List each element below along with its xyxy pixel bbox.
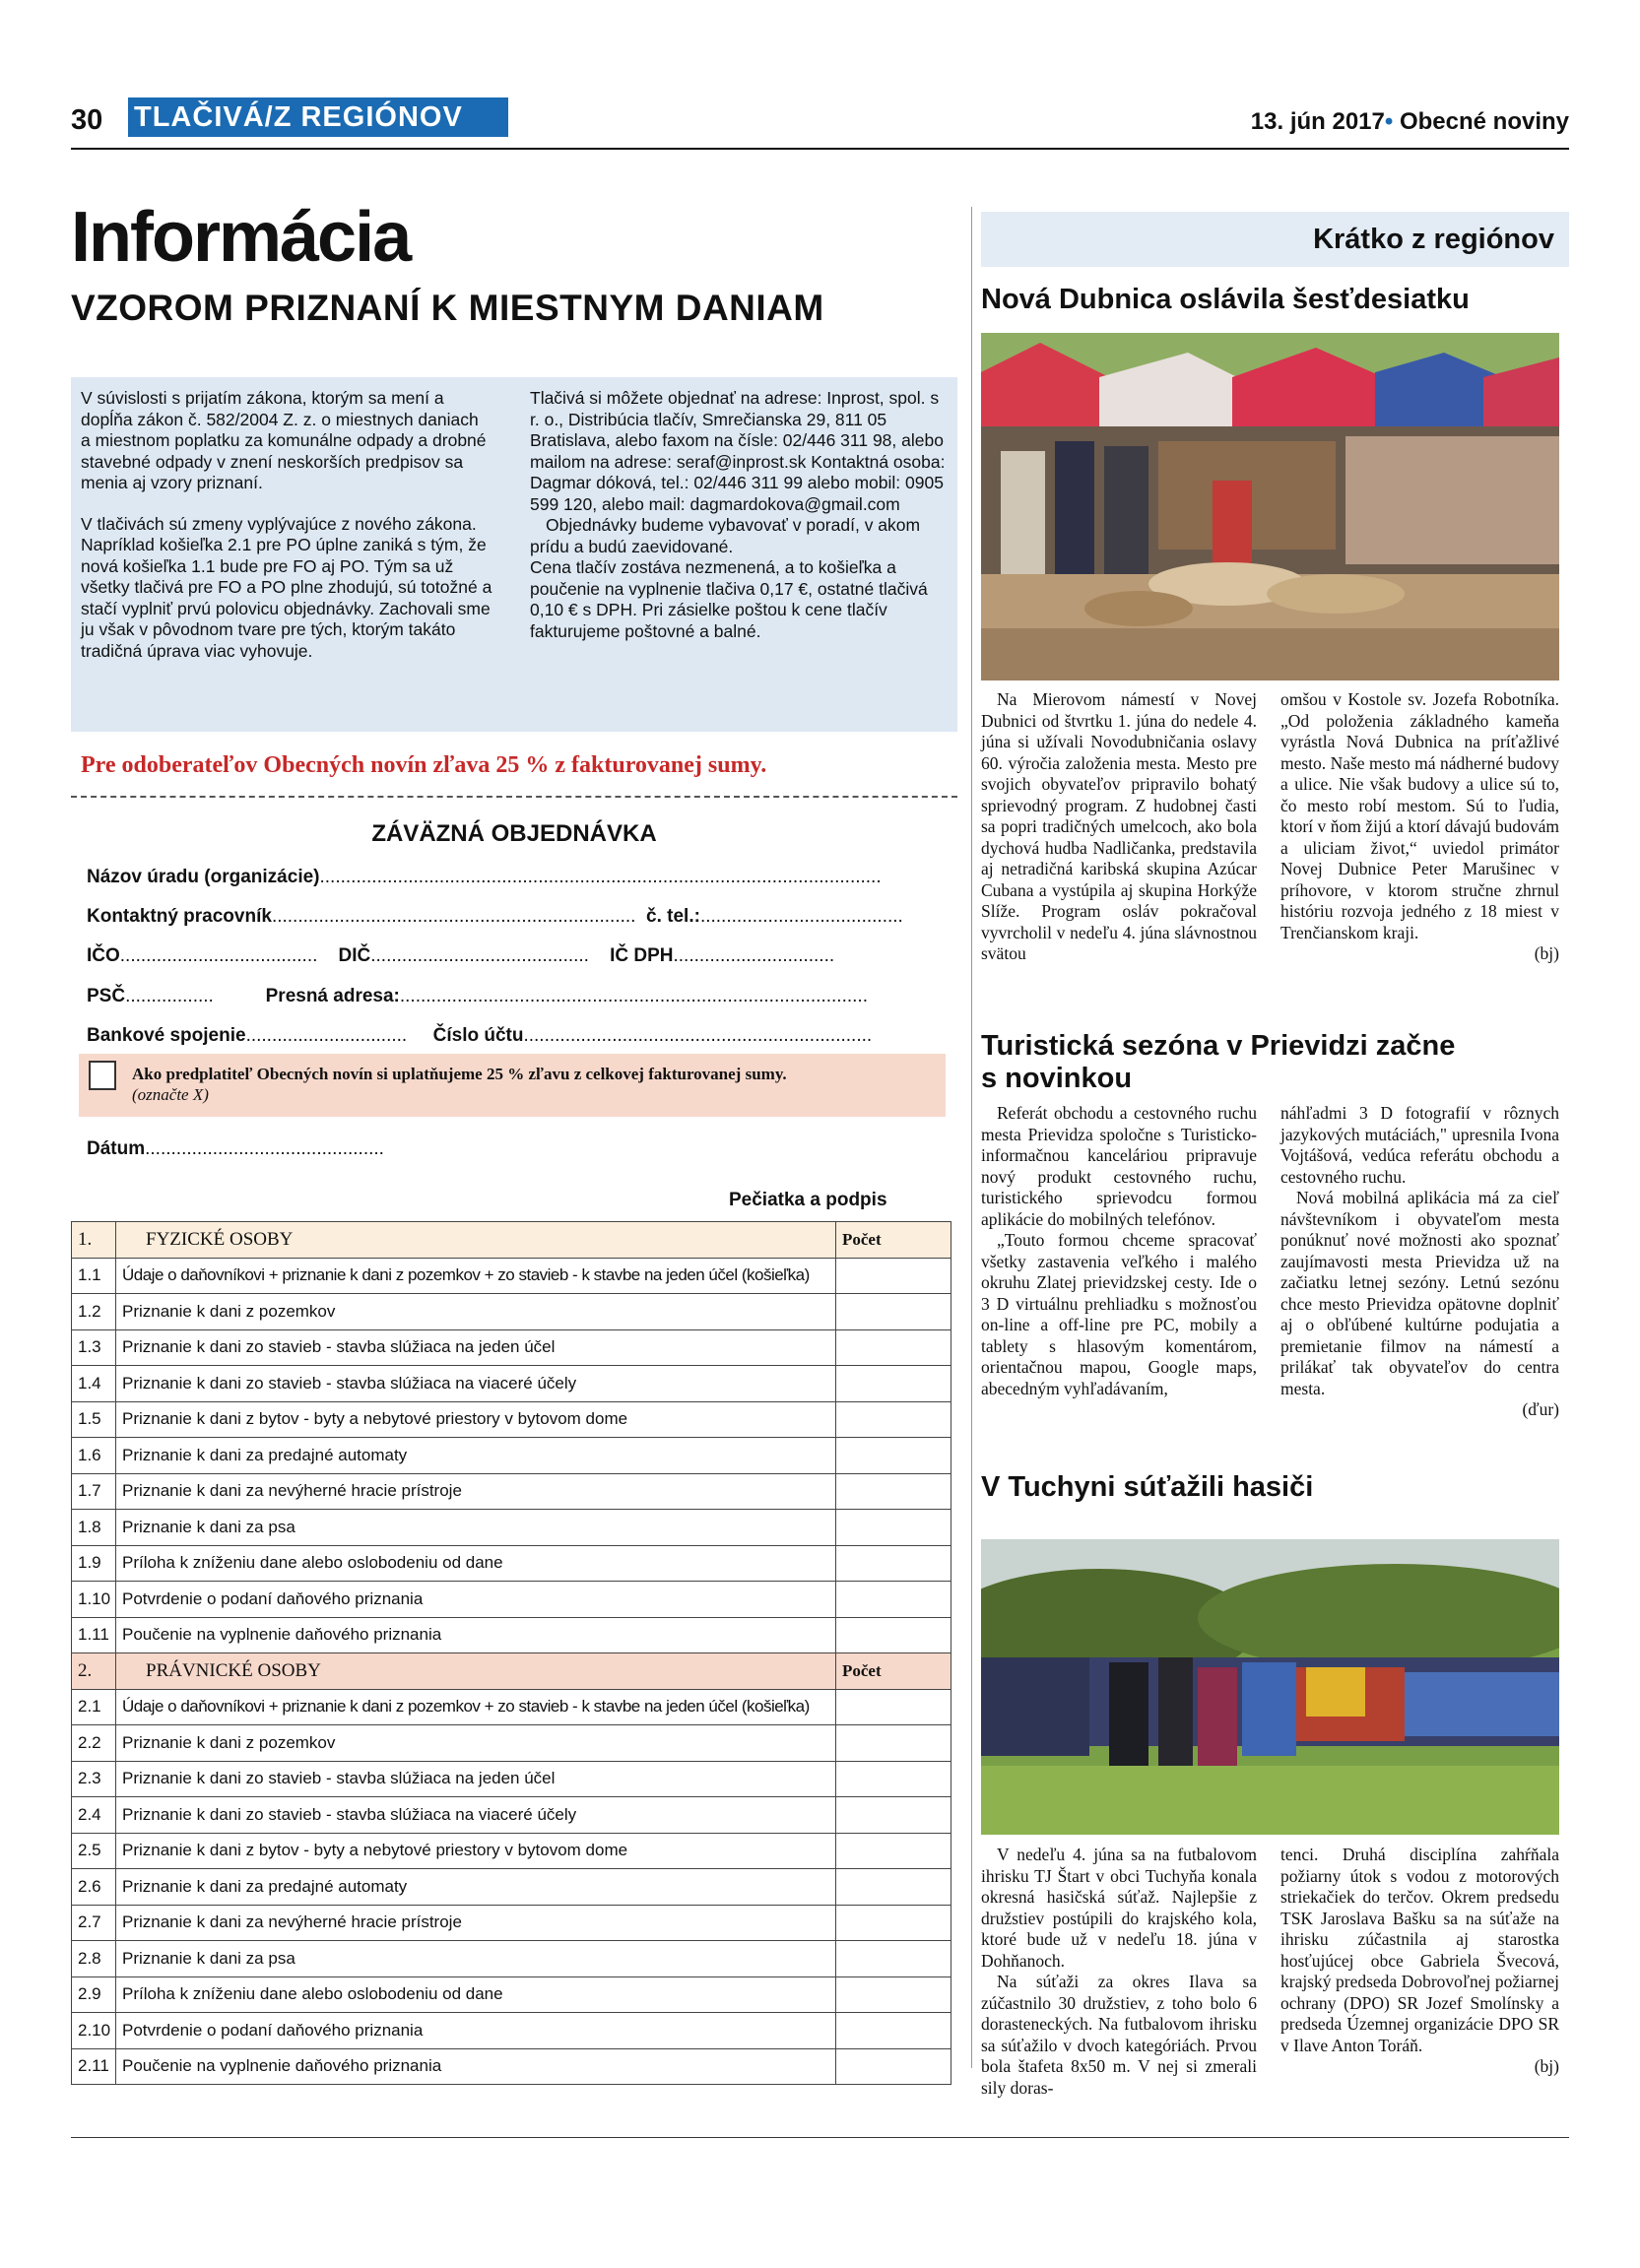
form-number: 1.4 (72, 1366, 116, 1402)
table-row (72, 1941, 951, 1977)
count-cell[interactable] (836, 1473, 951, 1510)
section-title: FYZICKÉ OSOBY (116, 1222, 836, 1259)
article2-text-left1: Referát obchodu a cestovného ruchu mesta Prievidza spoločne s Turisticko-informačnou kanceláriou pripravuje nový produkt cestovného ruchu, turistického sprievodcu formou aplikácie do mobilných telefónov. (981, 1103, 1257, 1229)
count-cell[interactable] (836, 1797, 951, 1834)
count-cell[interactable] (836, 1329, 951, 1366)
article2-text-left2: „Touto formou chceme spracovať všetky zastavenia veľkého i malého okruhu Zlatej prievidzskej cesty. Ide o 3 D virtuálnu prehliadku s možnosťou on-line a off-line pre PC, mobily a tablety s hlasovým komentárom, orientačnou mapou, Google maps, abecedným vyhľadávaním, (981, 1230, 1257, 1398)
article2-signature: (ďur) (1522, 1399, 1559, 1419)
account-label: Číslo účtu (432, 1025, 524, 1046)
form-name: Priznanie k dani zo stavieb - stavba slúžiaca na viaceré účely (116, 1366, 836, 1402)
table-row (72, 1689, 951, 1725)
id-fields[interactable]: IČO...................................... DIČ.......................................... IČ DPH............................... (87, 945, 835, 966)
page-number: 30 (71, 104, 103, 136)
table-row (72, 1725, 951, 1762)
article3-signature: (bj) (1534, 2056, 1559, 2076)
price-info: Cena tlačív zostáva nezmenená, a to košieľka a poučenie na vyplnenie tlačiva 0,17 €, ostatné tlačivá 0,10 € s DPH. Pri zásielke poštou k cene tlačív fakturujeme poštovné a balné. (530, 557, 928, 641)
office-field[interactable]: Názov úradu (organizácie)............................................................................................................ (87, 867, 882, 887)
count-cell[interactable] (836, 1689, 951, 1725)
form-number: 1.8 (72, 1510, 116, 1546)
table-row (72, 2048, 951, 2085)
form-name: Priznanie k dani zo stavieb - stavba slúžiaca na jeden účel (116, 1761, 836, 1797)
form-name: Priznanie k dani z pozemkov (116, 1294, 836, 1330)
count-cell[interactable] (836, 2048, 951, 2085)
bullet: • (1384, 108, 1394, 135)
form-number: 2.5 (72, 1833, 116, 1869)
office-label: Názov úradu (organizácie) (87, 867, 320, 887)
form-number: 1.1 (72, 1258, 116, 1294)
subscriber-checkbox-text (132, 1064, 787, 1105)
article2-col1 (981, 1103, 1257, 1399)
issue-date: 13. jún 2017 (1250, 108, 1385, 135)
section-number: 2. (72, 1653, 116, 1690)
form-name: Priznanie k dani za nevýherné hracie prístroje (116, 1473, 836, 1510)
form-number: 2.6 (72, 1869, 116, 1906)
order-address: Tlačivá si môžete objednať na adrese: Inprost, spol. s r. o., Distribúcia tlačív, Smrečianska 29, 811 05 Bratislava, alebo faxom na čísle: 02/446 311 98, alebo mailom na adrese: seraf@inprost.sk Kontaktná osoba: Dagmar dóková, tel.: 02/446 311 99 alebo mobil: 0905 599 120, alebo mail: dagmardokova@gmail.com (530, 388, 946, 514)
psc-label: PSČ (87, 986, 126, 1006)
count-cell[interactable] (836, 1905, 951, 1941)
count-cell[interactable] (836, 1258, 951, 1294)
article3-text-left2: Na súťaži za okres Ilava sa zúčastnilo 30 družstiev, z toho bolo 6 dorasteneckých. Na futbalovom ihrisku sa súťažilo v dvoch kategóriách. Prvou bola štafeta 8x50 m. V nej si zmerali sily doras- (981, 1972, 1257, 2098)
table-row (72, 1617, 951, 1653)
contact-label: Kontaktný pracovník (87, 906, 272, 927)
form-number: 1.2 (72, 1294, 116, 1330)
article3-col2 (1280, 1845, 1559, 2078)
column-separator (971, 207, 972, 2068)
table-row (72, 1761, 951, 1797)
table-row (72, 1294, 951, 1330)
form-number: 1.6 (72, 1438, 116, 1474)
article2-text-right1: náhľadmi 3 D fotografií v rôznych jazykových mutáciách," upresnila Ivona Vojtášová, vedúca referátu obchodu a cestovného ruchu. (1280, 1103, 1559, 1187)
right-column-heading: Krátko z regiónov (981, 212, 1569, 267)
section-row (72, 1653, 951, 1690)
article1-signature: (bj) (1534, 943, 1559, 963)
form-number: 2.1 (72, 1689, 116, 1725)
table-row (72, 1366, 951, 1402)
ico-label: IČO (87, 945, 120, 966)
form-name: Príloha k zníženiu dane alebo oslobodeniu od dane (116, 1976, 836, 2013)
count-cell[interactable] (836, 1725, 951, 1762)
form-name: Priznanie k dani z bytov - byty a nebytové priestory v bytovom dome (116, 1401, 836, 1438)
article3-title: V Tuchyni súťažili hasiči (981, 1471, 1314, 1503)
article1-title: Nová Dubnica oslávila šesťdesiatku (981, 284, 1470, 315)
table-row (72, 1869, 951, 1906)
order-title: ZÁVÄZNÁ OBJEDNÁVKA (371, 820, 657, 847)
table-row (72, 1905, 951, 1941)
order-processing: Objednávky budeme vybavovať v poradí, v akom prídu a budú zaevidované. (530, 515, 921, 556)
count-cell[interactable] (836, 1294, 951, 1330)
issue-info (1251, 108, 1569, 136)
count-cell[interactable] (836, 1401, 951, 1438)
info-column-2 (530, 388, 948, 642)
count-cell[interactable] (836, 1510, 951, 1546)
form-number: 1.3 (72, 1329, 116, 1366)
article2-col2 (1280, 1103, 1559, 1421)
form-number: 1.9 (72, 1545, 116, 1582)
form-number: 2.10 (72, 2013, 116, 2049)
form-name: Poučenie na vyplnenie daňového priznania (116, 2048, 836, 2085)
article3-col1 (981, 1845, 1257, 2099)
info-column-1 (81, 388, 492, 681)
date-field[interactable]: Dátum.............................................. (87, 1138, 384, 1159)
form-name: Údaje o daňovníkovi + priznanie k dani z pozemkov + zo stavieb - k stavbe na jeden účel (košieľka) (116, 1258, 836, 1294)
firefighters-photo (981, 1539, 1559, 1835)
form-name: Príloha k zníženiu dane alebo oslobodeniu od dane (116, 1545, 836, 1582)
count-cell[interactable] (836, 1833, 951, 1869)
newspaper-name: Obecné noviny (1399, 108, 1569, 135)
form-name: Potvrdenie o podaní daňového priznania (116, 2013, 836, 2049)
table-row (72, 1329, 951, 1366)
contact-field[interactable]: Kontaktný pracovník...................................................................... č. tel.:....................................... (87, 906, 903, 927)
tax-forms-table (71, 1221, 951, 2085)
bank-label: Bankové spojenie (87, 1025, 246, 1046)
form-name: Priznanie k dani zo stavieb - stavba slúžiaca na viaceré účely (116, 1797, 836, 1834)
count-cell[interactable] (836, 2013, 951, 2049)
table-row (72, 1510, 951, 1546)
count-header: Počet (836, 1653, 951, 1690)
count-cell[interactable] (836, 1366, 951, 1402)
count-cell[interactable] (836, 1582, 951, 1618)
article-kicker: Informácia (71, 198, 411, 277)
form-number: 2.3 (72, 1761, 116, 1797)
form-name: Priznanie k dani z bytov - byty a nebytové priestory v bytovom dome (116, 1833, 836, 1869)
stamp-signature-label: Pečiatka a podpis (729, 1190, 887, 1210)
subscriber-checkbox[interactable] (89, 1061, 116, 1090)
header-rule (71, 148, 1569, 150)
form-number: 2.9 (72, 1976, 116, 2013)
form-name: Priznanie k dani z pozemkov (116, 1725, 836, 1762)
form-number: 1.5 (72, 1401, 116, 1438)
table-row (72, 2013, 951, 2049)
form-number: 2.4 (72, 1797, 116, 1834)
form-number: 1.11 (72, 1617, 116, 1653)
market-photo (981, 333, 1559, 680)
footer-rule (71, 2137, 1569, 2138)
section-number: 1. (72, 1222, 116, 1259)
table-row (72, 1833, 951, 1869)
form-name: Údaje o daňovníkovi + priznanie k dani z pozemkov + zo stavieb - k stavbe na jeden účel (košieľka) (116, 1689, 836, 1725)
article2-title-line1: Turistická sezóna v Prievidzi začne (981, 1030, 1456, 1062)
checkbox-label: Ako predplatiteľ Obecných novín si uplatňujeme 25 % zľavu z celkovej fakturovanej sumy. (132, 1065, 787, 1083)
form-number: 1.7 (72, 1473, 116, 1510)
info-paragraph: V súvislosti s prijatím zákona, ktorým sa mení a dopĺňa zákon č. 582/2004 Z. z. o miestnych daniach a miestnom poplatku za komunálne odpady a drobné stavebné odpady v znení neskorších predpisov sa menia aj vzory priznaní. (81, 388, 487, 492)
count-cell[interactable] (836, 1869, 951, 1906)
form-name: Priznanie k dani za nevýherné hracie prístroje (116, 1905, 836, 1941)
article2-title (981, 1030, 1455, 1095)
table-row (72, 1473, 951, 1510)
form-number: 2.2 (72, 1725, 116, 1762)
table-row (72, 1438, 951, 1474)
form-number: 2.8 (72, 1941, 116, 1977)
count-cell[interactable] (836, 1761, 951, 1797)
checkbox-hint: (označte X) (132, 1085, 209, 1104)
article2-text-right2: Nová mobilná aplikácia má za cieľ návštevníkom i obyvateľom mesta ponúknuť nové možnosti ako spoznať zaujímavosti mesta Prievidza už na začiatku letnej sezóny. Letnú sezónu chce mesto Prievidza opätovne doplniť aj o obľúbené kultúrne podujatia a premietanie filmov na námestí a prilákať tak obyvateľov do centra mesta. (1280, 1188, 1559, 1398)
info-paragraph: V tlačivách sú zmeny vyplývajúce z nového zákona. Napríklad košieľka 2.1 pre PO úplne zaniká s tým, že nová košieľka 1.1 bude pre FO aj PO. Tým sa už všetky tlačivá pre FO a PO plne zhodujú, sú totožné a stačí vyplniť prvú polovicu objednávky. Zachovali sme ju však v pôvodnom tvare pre tých, ktorým takáto tradičná úprava viac vyhovuje. (81, 513, 492, 661)
count-cell[interactable] (836, 1941, 951, 1977)
form-name: Priznanie k dani za psa (116, 1941, 836, 1977)
phone-label: č. tel.: (646, 906, 700, 927)
bank-fields[interactable]: Bankové spojenie............................... Číslo účtu................................................................... (87, 1025, 873, 1046)
table-row (72, 1258, 951, 1294)
discount-note: Pre odoberateľov Obecných novín zľava 25 % z fakturovanej sumy. (81, 752, 767, 778)
section-label: TLAČIVÁ/Z REGIÓNOV (128, 97, 508, 137)
count-cell[interactable] (836, 1976, 951, 2013)
table-row (72, 1582, 951, 1618)
icdph-label: IČ DPH (610, 945, 674, 966)
table-row (72, 1797, 951, 1834)
count-cell[interactable] (836, 1545, 951, 1582)
form-name: Priznanie k dani za predajné automaty (116, 1869, 836, 1906)
table-row (72, 1976, 951, 2013)
form-number: 2.11 (72, 2048, 116, 2085)
table-row (72, 1401, 951, 1438)
article3-text-left1: V nedeľu 4. júna sa na futbalovom ihrisku TJ Štart v obci Tuchyňa konala okresná hasičská súťaž. Najlepšie z družstiev postúpili do krajského kola, ktoré bude už v nedeľu 18. júna v Dohňanoch. (981, 1845, 1257, 1971)
form-name: Poučenie na vyplnenie daňového priznania (116, 1617, 836, 1653)
form-number: 1.10 (72, 1582, 116, 1618)
address-fields[interactable]: PSČ................. Presná adresa:.......................................................................................... (87, 986, 868, 1006)
article1-col2 (1280, 689, 1559, 965)
article1-text-right: omšou v Kostole sv. Jozefa Robotníka. „Od položenia základného kameňa vyrástla Nová Dubnica na príťažlivé mesto. Naše mesto má nádherné budovy a ulice. Nie však budovy a ulice sú to, čo mesto robí mestom. Sú to ľudia, ktorí v ňom žijú a ktorí dávajú budovám a uliciam život,“ uviedol primátor Novej Dubnice Peter Marušinec v príhovore, v ktorom stručne zhrnul históriu rozvoja jedného z 18 miest v Trenčianskom kraji. (1280, 689, 1559, 942)
dico-label: DIČ (338, 945, 371, 966)
section-title: PRÁVNICKÉ OSOBY (116, 1653, 836, 1690)
date-label: Dátum (87, 1138, 146, 1159)
form-name: Priznanie k dani zo stavieb - stavba slúžiaca na jeden účel (116, 1329, 836, 1366)
form-number: 2.7 (72, 1905, 116, 1941)
form-name: Priznanie k dani za predajné automaty (116, 1438, 836, 1474)
count-cell[interactable] (836, 1438, 951, 1474)
cut-line (71, 796, 957, 798)
article1-text-left: Na Mierovom námestí v Novej Dubnici od štvrtku 1. júna do nedele 4. júna si užívali Novodubničania oslavy 60. výročia založenia mesta. Mesto pre svojich obyvateľov pripravilo bohatý sprievodný program. Z hudobnej časti sa popri tradičných umelcoch, ako bola dychová hudba Nadličanka, predstavila aj netradičná karibská skupina Azúcar Cubana a vystúpila aj skupina Horkýže Slíže. Program osláv pokračoval vyvrcholil v nedeľu 4. júna slávnostnou svätou (981, 689, 1257, 963)
form-name: Potvrdenie o podaní daňového priznania (116, 1582, 836, 1618)
address-label: Presná adresa: (265, 986, 400, 1006)
form-name: Priznanie k dani za psa (116, 1510, 836, 1546)
article3-text-right: tenci. Druhá disciplína zahŕňala požiarny útok s vodou z motorových striekačiek do terčov. Okrem predsedu TSK Jaroslava Bašku sa na súťaže na ihrisku zúčastnila aj starostka hosťujúcej obce Gabriela Švecová, krajský predseda Dobrovoľnej požiarnej ochrany (DPO) SR Jozef Smolínsky a predseda Územnej organizácie DPO SR v Ilave Anton Toráň. (1280, 1845, 1559, 2055)
table-row (72, 1545, 951, 1582)
count-cell[interactable] (836, 1617, 951, 1653)
article-headline: VZOROM PRIZNANÍ K MIESTNYM DANIAM (71, 288, 824, 328)
article1-col1 (981, 689, 1257, 965)
section-row (72, 1222, 951, 1259)
article2-title-line2: s novinkou (981, 1063, 1133, 1094)
count-header: Počet (836, 1222, 951, 1259)
